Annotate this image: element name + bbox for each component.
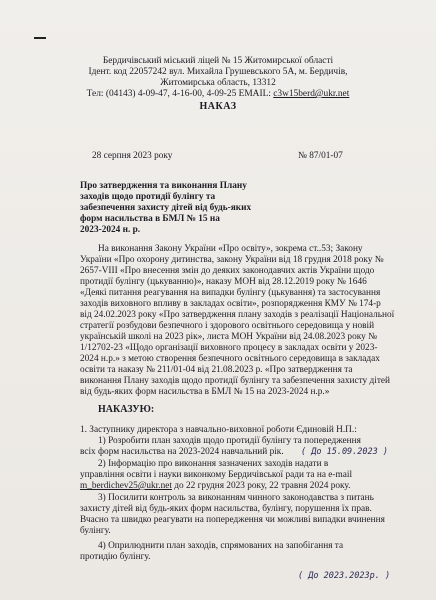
body-line: освіти та наказу № 211/01-04 від 21.08.2023 р. «Про затвердження та (80, 365, 353, 375)
body-line: від будь-яких форм насильства в БМЛ № 15 на 2023-2024 н.р.» (80, 387, 330, 397)
item-1-4: 4) Оприлюднити план заходів, спрямованих на запобігання та (98, 541, 344, 551)
document-date: 28 серпня 2023 року (92, 151, 173, 161)
document-title: НАКАЗ (199, 101, 237, 112)
school-name: Бердичівський міський ліцей № 15 Житомирської області (102, 56, 334, 66)
document-number: № 87/01-07 (298, 151, 343, 161)
item-1-3-cont: захисту дітей від будь-яких форм насильства, булінгу, порушення їх прав. (80, 504, 372, 514)
school-region: Житомирська область, 13312 (160, 78, 276, 88)
scan-mark (34, 37, 46, 39)
item-1-1: 1) Розробити план заходів щодо протидії булінгу та попередження (98, 436, 361, 446)
body-line: України «Про охорону дитинства, закону України від 18 грудня 2018 року № (80, 255, 384, 265)
item-1: 1. Заступнику директора з навчально-виховної роботи Єдиновій Н.П.: (80, 425, 357, 435)
item-1-2-deadline: до 22 грудня 2023 року, 22 травня 2024 року. (171, 481, 351, 491)
body-line: виконання Плану заходів щодо протидії булінгу та забезпечення захисту дітей (80, 376, 390, 386)
handwritten-deadline-2: ( До 2023.2023р. ) (298, 571, 391, 581)
item-1-2-cont: управління освіти і науки виконкому Бердичівської ради та на e-mail (80, 470, 353, 480)
body-line: На виконання Закону України «Про освіту», зокрема ст..53; Закону (98, 244, 363, 254)
subject-line: 2023-2024 н. р. (80, 225, 141, 235)
item-1-2: 2) Інформацію про виконання зазначених заходів надати в (98, 459, 329, 469)
handwritten-deadline-1: ( До 15.09.2023 ) (301, 447, 388, 457)
item-1-3: 3) Посилити контроль за виконанням чинного законодавства з питань (98, 493, 374, 503)
body-line: українській школі на 2023 рік», листа МОН України від 24.08.2023 року № (80, 332, 377, 342)
contact-line (0, 89, 436, 100)
body-line: заходів виховного впливу в закладах освіти», розпорядження КМУ № 174-р (80, 299, 381, 309)
body-line: «Деякі питання реагування на випадки булінгу (цькування) та застосування (80, 288, 381, 298)
item-1-4-cont: протидію булінгу. (80, 552, 151, 562)
body-line: 2024 н.р.» з метою створення безпечного освітнього середовища в закладах (80, 354, 380, 364)
item-1-1-cont: всіх форм насильства на 2023-2024 навчальний рік. (80, 447, 284, 457)
item-1-2-email-line (80, 481, 350, 492)
subject-line: форм насильства в БМЛ № 15 на (80, 214, 220, 224)
body-line: 1/12702-23 «Щодо організації виховного процесу в закладах освіти у 2023- (80, 343, 378, 353)
item-1-3-cont: булінгу. (80, 526, 111, 536)
school-address: Ідент. код 22057242 вул. Михайла Грушевського 5А, м. Бердичів, (88, 67, 348, 77)
subject-line: забезпечення захисту дітей від будь-яких (80, 203, 252, 213)
body-line: 2657-VIII «Про внесення змін до деяких законодавчих актів України щодо (80, 266, 375, 276)
department-email-link[interactable]: m_berdichev25@ukr.net (80, 481, 172, 491)
item-1-3-cont: Вчасно та швидко реагувати на попередження чи можливі випадки вчинення (80, 515, 385, 525)
phone-text: Тел: (04143) 4-09-47, 4-16-00, 4-09-25 EMAIL: (86, 89, 274, 99)
order-heading: НАКАЗУЮ: (98, 404, 155, 415)
body-line: протидії булінгу (цькуванню)», наказу МОН від 28.12.2019 року № 1646 (80, 277, 367, 287)
subject-line: заходів щодо протидії булінгу та (80, 192, 216, 202)
school-email-link[interactable]: с3w15berd@ukr.net (273, 89, 350, 99)
body-line: від 24.02.2023 року «Про затвердження плану заходів з реалізації Національної (80, 310, 395, 320)
subject-line: Про затвердження та виконання Плану (80, 181, 247, 191)
body-line: стратегії розбудови безпечного і здорового освітнього середовища у новій (80, 321, 375, 331)
